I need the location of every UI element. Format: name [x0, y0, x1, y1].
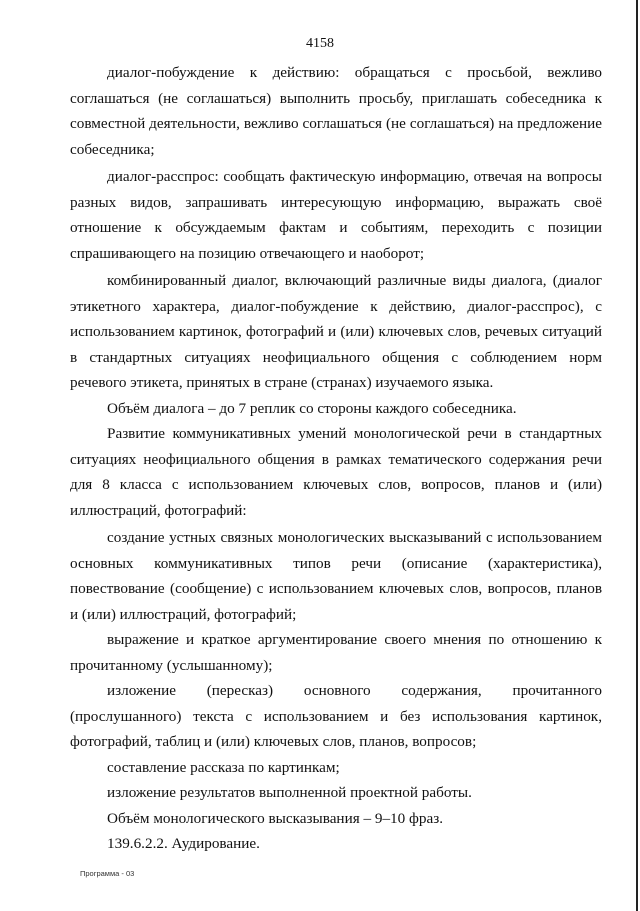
document-body [70, 60, 602, 857]
page-number: 4158 [306, 36, 334, 51]
scan-edge [636, 0, 638, 911]
paragraph-retelling: изложение (пересказ) основного содержания, прочитанного (прослушанного) текста с использованием и без использования картинок, фотографий, таблиц и (или) ключевых слов, планов, вопросов; [70, 682, 602, 750]
page-footer: Программа - 03 [80, 869, 135, 878]
paragraph-monologue-skills: Развитие коммуникативных умений монологической речи в стандартных ситуациях неофициального общения в рамках тематического содержания речи для 8 класса с использованием ключевых слов, вопросов, планов и (или) иллюстраций, фотографий: [70, 425, 602, 519]
paragraph-picture-story: составление рассказа по картинкам; [107, 758, 340, 776]
paragraph-monologue-creation: создание устных связных монологических высказываний с использованием основных коммуникативных типов речи (описание (характеристика), повествование (сообщение) с использованием ключевых слов, вопросов, планов и (или) иллюстраций, фотографий; [70, 529, 602, 623]
paragraph-dialog-motivation: диалог-побуждение к действию: обращаться с просьбой, вежливо соглашаться (не соглашаться) выполнить просьбу, приглашать собеседника к совместной деятельности, вежливо соглашаться (не соглашаться) на предложение собеседника; [70, 64, 602, 158]
paragraph-monologue-volume: Объём монологического высказывания – 9–10 фраз. [107, 809, 444, 827]
paragraph-combined-dialog: комбинированный диалог, включающий различные виды диалога, (диалог этикетного характера, диалог-побуждение к действию, диалог-расспрос), с использованием картинок, фотографий и (или) ключевых слов, речевых ситуаций в стандартных ситуациях неофициального общения с соблюдением норм речевого этикета, принятых в стране (странах) изучаемого языка. [70, 272, 602, 391]
section-heading-listening: 139.6.2.2. Аудирование. [107, 835, 260, 852]
paragraph-opinion-expression: выражение и краткое аргументирование своего мнения по отношению к прочитанному (услышанному); [70, 631, 602, 674]
paragraph-dialog-inquiry: диалог-расспрос: сообщать фактическую информацию, отвечая на вопросы разных видов, запрашивать интересующую информацию, выражать своё отношение к обсуждаемым фактам и событиям, переходить с позиции спрашивающего на позицию отвечающего и наоборот; [70, 168, 602, 262]
paragraph-dialog-volume: Объём диалога – до 7 реплик со стороны каждого собеседника. [107, 399, 517, 417]
paragraph-project-results: изложение результатов выполненной проектной работы. [107, 784, 472, 801]
